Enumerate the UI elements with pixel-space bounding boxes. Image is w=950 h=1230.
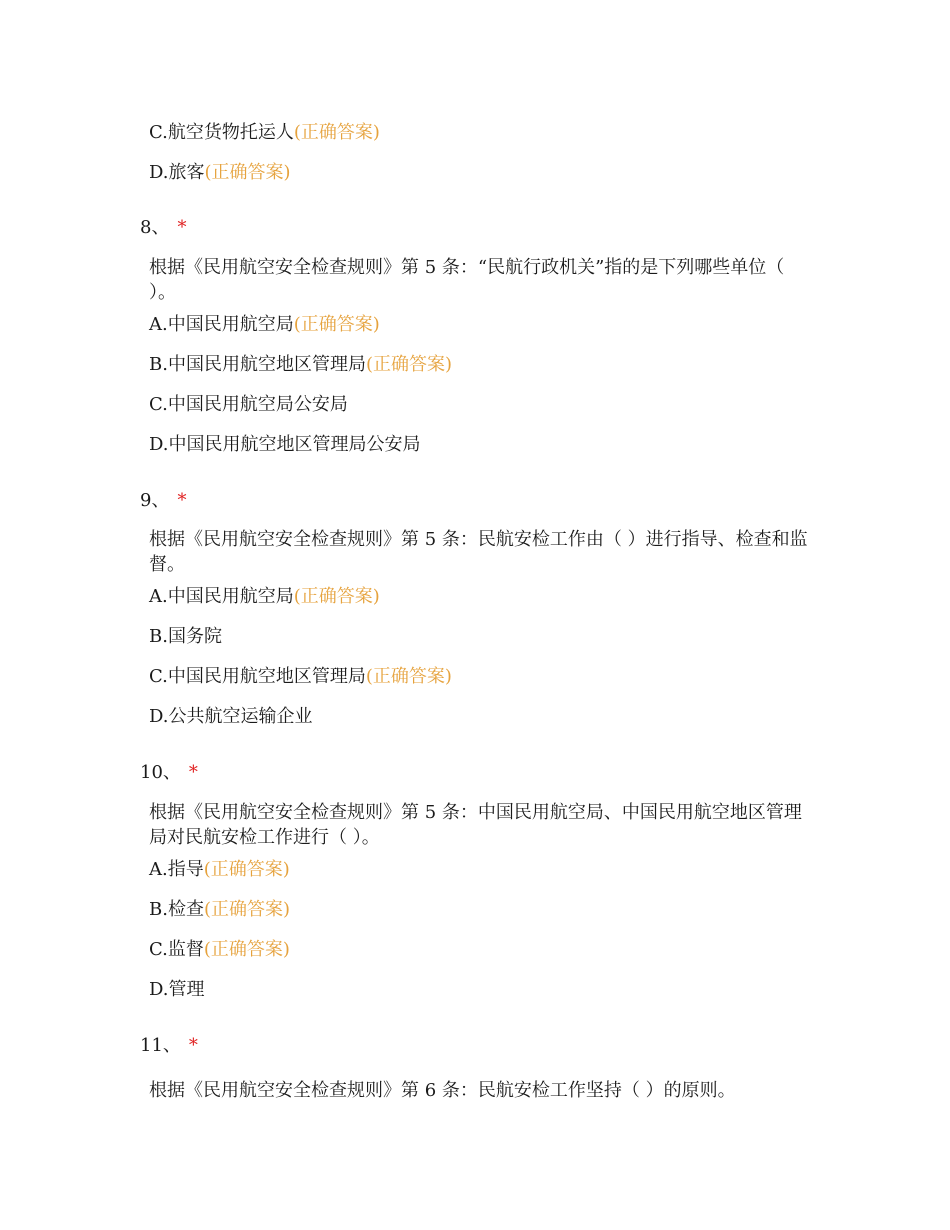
required-mark: * [188,1035,198,1056]
required-mark: * [188,762,198,783]
question-text: 根据《民用航空安全检查规则》第 5 条：中国民用航空局、中国民用航空地区管理局对民航安检工作进行（ ）。 [149,802,802,848]
option-item [149,898,290,922]
correct-answer-tag: (正确答案) [203,899,290,920]
option-text: B.中国民用航空地区管理局 [149,354,366,375]
correct-answer-tag: (正确答案) [293,122,380,143]
required-mark: * [177,490,187,511]
option-text: A.中国民用航空局 [149,314,294,335]
option-text: D.旅客 [149,162,205,183]
option-item [149,161,291,185]
option-text: B.国务院 [149,626,222,647]
question-text: 根据《民用航空安全检查规则》第 5 条：民航安检工作由（ ）进行指导、检查和监督。 [149,529,808,575]
question-text: 根据《民用航空安全检查规则》第 5 条：“民航行政机关”指的是下列哪些单位（ ）。 [149,257,785,303]
option-item [149,393,348,417]
correct-answer-tag: (正确答案) [203,859,290,880]
correct-answer-tag: (正确答案) [293,586,380,607]
question-header [140,216,186,240]
question-number: 8、 [140,217,170,238]
option-text: D.管理 [149,979,205,1000]
question-header [140,489,186,513]
option-text: C.中国民用航空局公安局 [149,394,348,415]
option-item [149,705,313,729]
option-item [149,938,290,962]
option-text: B.检查 [149,899,204,920]
question-number: 11、 [140,1035,181,1056]
correct-answer-tag: (正确答案) [365,666,452,687]
option-item [149,313,380,337]
option-text: A.指导 [149,859,204,880]
option-item [149,858,290,882]
question-header [140,1034,198,1058]
option-item [149,978,205,1002]
option-item [149,665,452,689]
question-text: 根据《民用航空安全检查规则》第 6 条：民航安检工作坚持（ ）的原则。 [149,1080,736,1101]
correct-answer-tag: (正确答案) [204,162,291,183]
option-item [149,433,421,457]
correct-answer-tag: (正确答案) [365,354,452,375]
option-text: C.航空货物托运人 [149,122,294,143]
correct-answer-tag: (正确答案) [293,314,380,335]
question-number: 9、 [140,490,170,511]
option-item [149,585,380,609]
option-item [149,353,452,377]
option-text: A.中国民用航空局 [149,586,294,607]
option-item [149,121,380,145]
question-number: 10、 [140,762,181,783]
correct-answer-tag: (正确答案) [203,939,290,960]
option-text: C.监督 [149,939,204,960]
option-item [149,625,222,649]
required-mark: * [177,217,187,238]
option-text: D.公共航空运输企业 [149,706,313,727]
option-text: C.中国民用航空地区管理局 [149,666,366,687]
question-header [140,761,198,785]
option-text: D.中国民用航空地区管理局公安局 [149,434,421,455]
